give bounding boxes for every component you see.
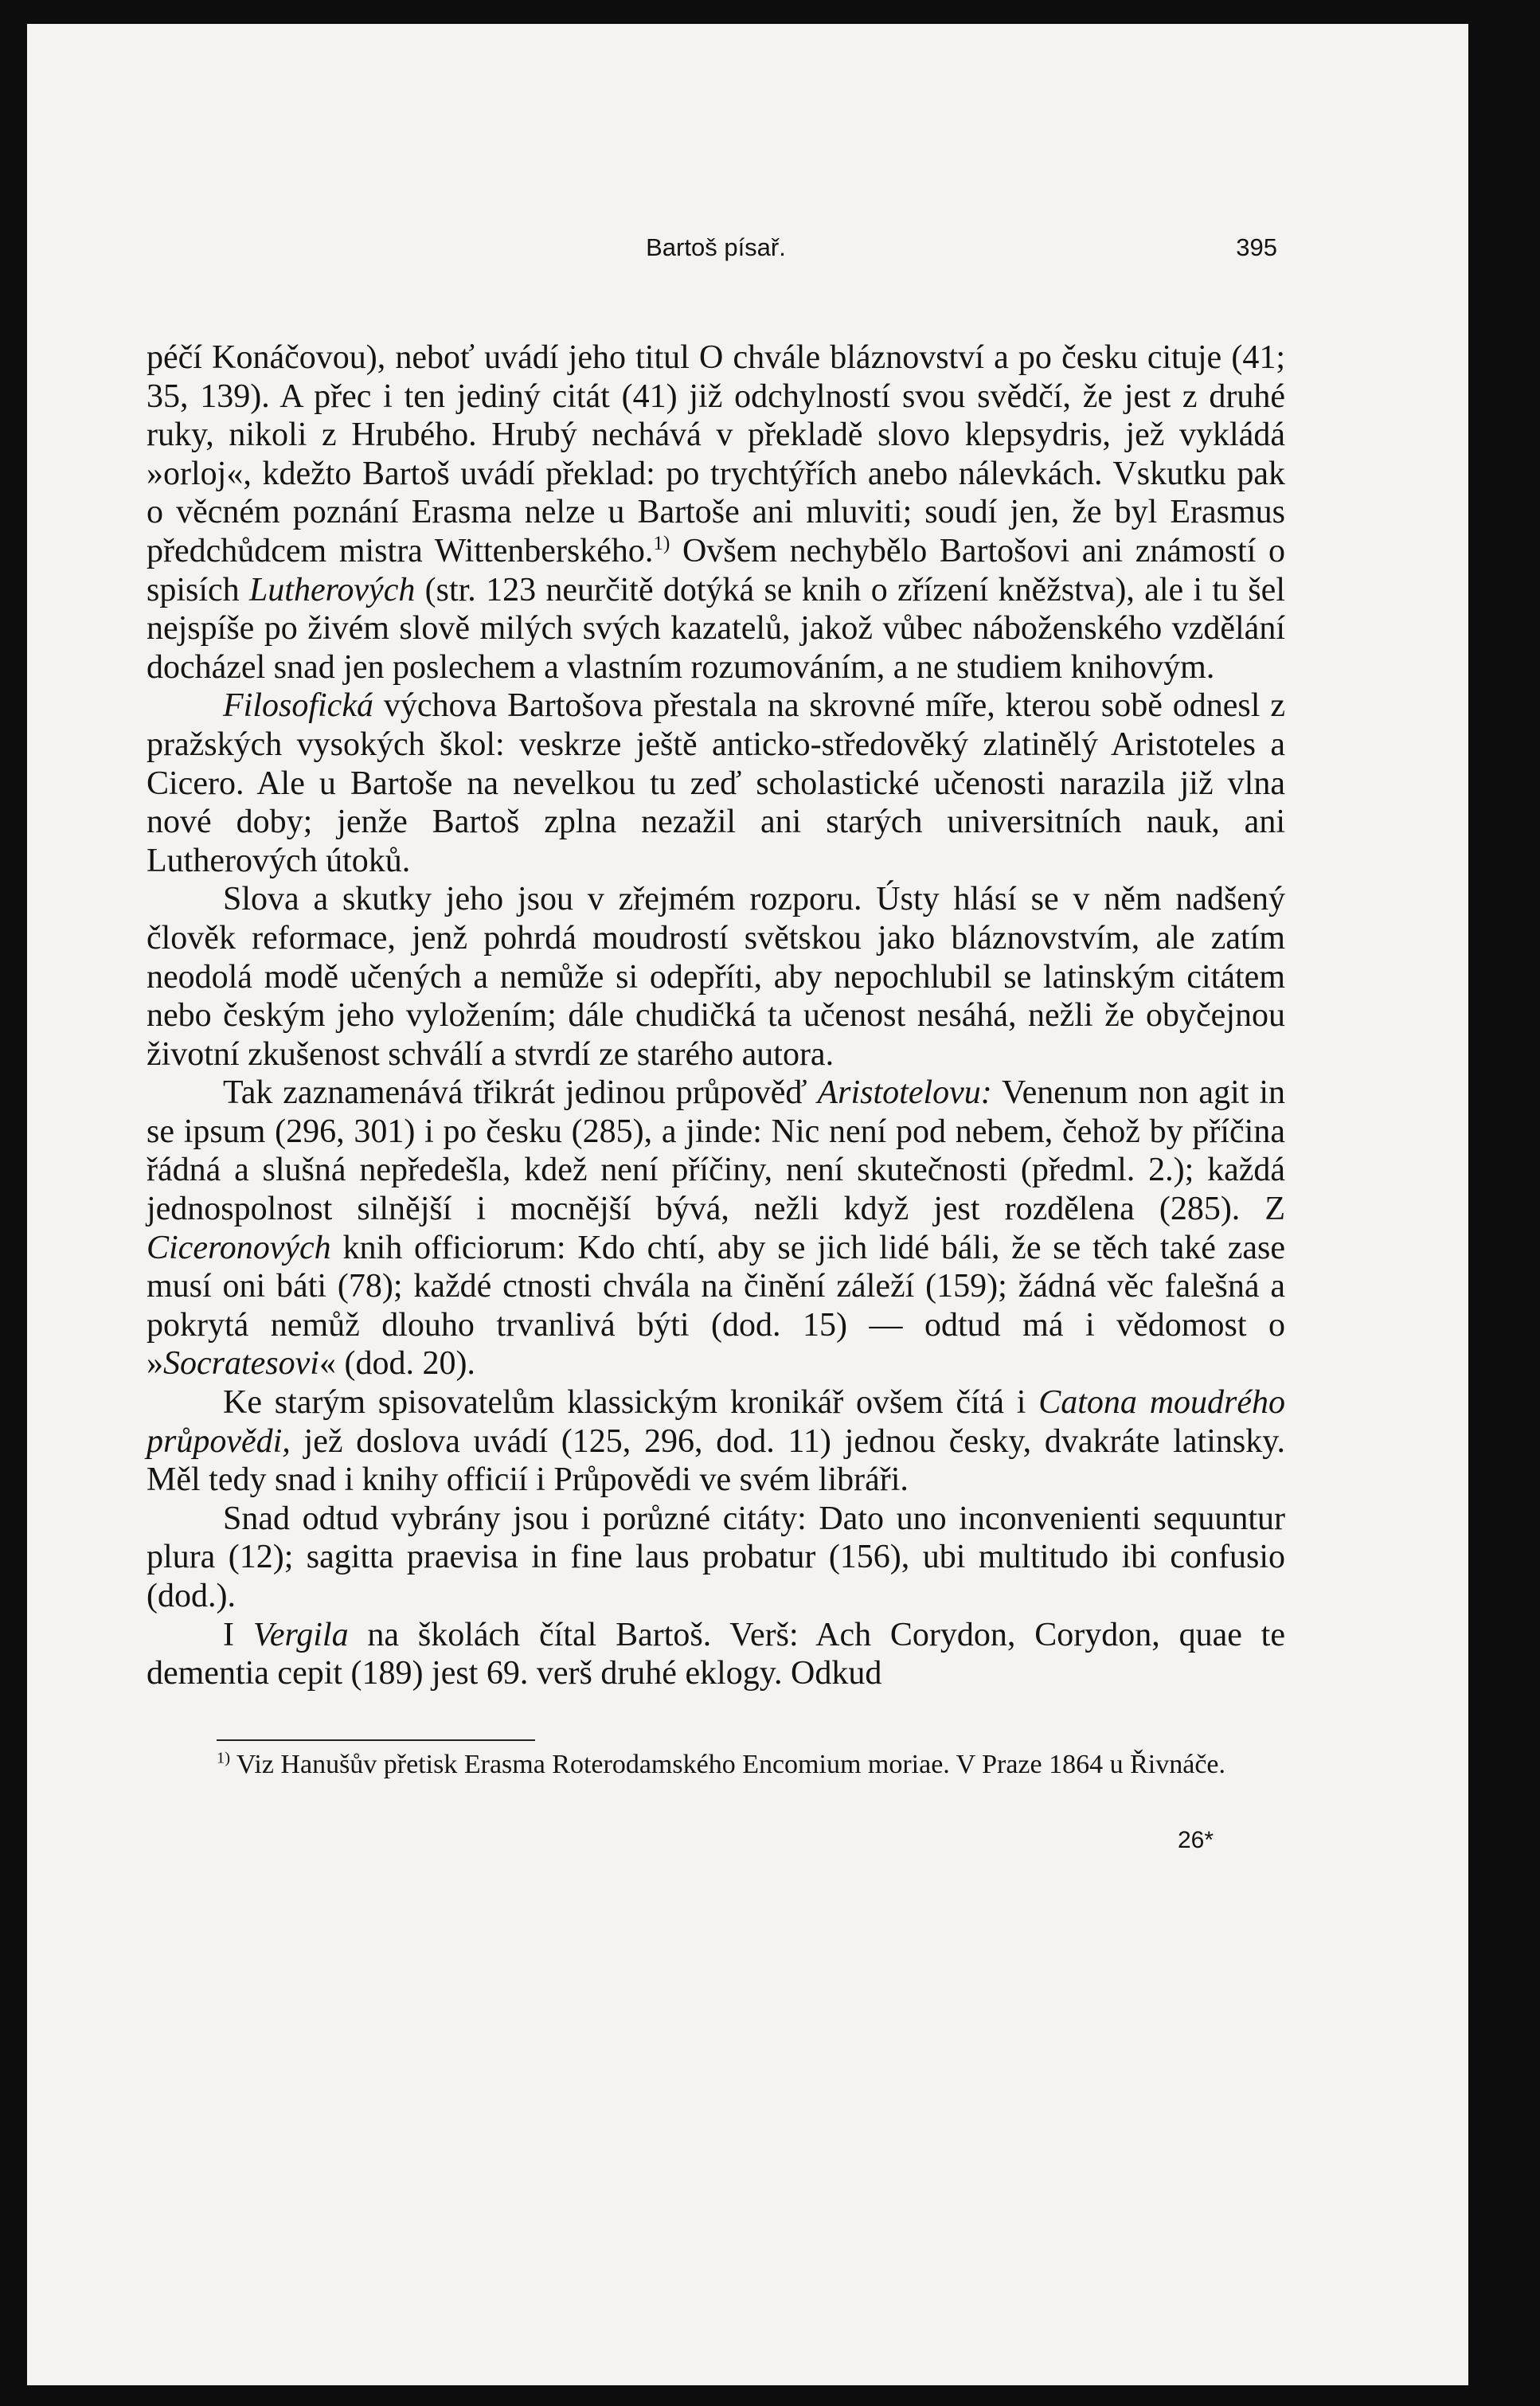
running-head: [147, 225, 1285, 273]
paragraph: [147, 1616, 1285, 1693]
italic-text: Socratesovi: [163, 1345, 319, 1383]
text-run: Venenum non agit in se ipsum (296, 301) i po česku (285), a jinde: Nic není pod nebem, čehož by příčina řádná a slušná nepředešla, kdež není příčiny, není skutečnosti (předml. 2.); každá jednospolnost silnější i mocnější bývá, nežli když jest rozdělena (285). Z: [147, 1074, 1285, 1228]
text-run: Tak zaznamenává třikrát jedinou průpověď: [223, 1074, 818, 1112]
text-run: na školách čítal Bartoš. Verš: Ach Corydon, Corydon, quae te dementia cepit (189) jest 69. verš druhé eklogy. Odkud: [147, 1616, 1285, 1692]
footnote-rule: [217, 1739, 535, 1741]
text-run: I: [223, 1616, 253, 1653]
paragraph: [147, 1500, 1285, 1616]
paragraph: [147, 338, 1285, 687]
paragraph: [147, 687, 1285, 880]
page-number: 395: [1236, 233, 1277, 261]
footnote-mark: 1): [217, 1749, 230, 1767]
footnote: [147, 1749, 1285, 1781]
paragraph: [147, 1383, 1285, 1500]
book-page: [27, 24, 1468, 2385]
italic-text: Aristotelovu:: [817, 1074, 992, 1112]
paragraph: [147, 1074, 1285, 1383]
italic-text: Catona moudrého průpovědi,: [147, 1384, 1286, 1460]
italic-text: Ciceronových: [147, 1229, 331, 1266]
footnote-text: Viz Hanušův přetisk Erasma Roterodamského Encomium moriae. V Praze 1864 u Řivnáče.: [230, 1749, 1226, 1779]
italic-text: Filosofická: [223, 687, 373, 725]
text-run: (str. 123 neurčitě dotýká se knih o zřízení kněžstva), ale i tu šel nejspíše po živém slově milých svých kazatelů, jakož vůbec náboženského vzdělání docházel snad jen poslechem a vlastním rozumováním, a ne studiem knihovým.: [147, 571, 1285, 686]
text-run: péčí Konáčovou), neboť uvádí jeho titul O chvále bláznovství a po česku cituje (41; 35, 139). A přec i ten jediný citát (41) již odchylností svou svědčí, že jest z druhé ruky, nikoli z Hrubého. Hrubý nechává v překladě slovo klepsydris, jež vykládá »orloj«, kdežto Bartoš uvádí překlad: po trychtýřích anebo nálevkách. Vskutku pak o věcném poznání Erasma nelze u Bartoše ani mluviti; soudí jen, že byl Erasmus předchůdcem mistra Wittenberského.: [147, 339, 1285, 569]
footnote-ref: 1): [653, 532, 670, 554]
text-run: jež doslova uvádí (125, 296, dod. 11) jednou česky, dvakráte latinsky. Měl tedy snad i knihy officií i Průpovědi ve svém libráři.: [147, 1422, 1285, 1499]
body-text: [147, 338, 1285, 1693]
running-title: Bartoš písař.: [646, 233, 786, 261]
text-run: Ke starým spisovatelům klassickým kronikář ovšem čítá i: [223, 1384, 1039, 1422]
text-run: Ovšem nechybělo Bartošovi ani známostí o spisích: [147, 532, 1285, 608]
italic-text: Lutherových: [248, 571, 416, 608]
text-run: Snad odtud vybrány jsou i porůzné citáty: Dato uno inconvenienti sequuntur plura (12); sagitta praevisa in fine laus probatur (156), ubi multitudo ibi confusio (dod.).: [147, 1500, 1285, 1614]
text-block: [147, 225, 1285, 1854]
text-run: knih officiorum: Kdo chtí, aby se jich lidé báli, že se těch také zase musí oni báti (78); každé ctnosti chvála na činění záleží (159); žádná věc falešná a pokrytá nemůž dlouho trvanlivá býti (dod. 15) — odtud má i vědomost o »: [147, 1229, 1285, 1383]
text-run: výchova Bartošova přestala na skrovné míře, kterou sobě odnesl z pražských vysokých škol: veskrze ještě anticko-středověký zlatinělý Aristoteles a Cicero. Ale u Bartoše na nevelkou tu zeď scholastické učenosti narazila již vlna nové doby; jenže Bartoš zplna nezažil ani starých universitních nauk, ani Lutherových útoků.: [147, 687, 1285, 879]
signature-mark: 26*: [1177, 1826, 1214, 1853]
paragraph: [147, 880, 1285, 1074]
text-run: « (dod. 20).: [319, 1345, 475, 1383]
text-run: Slova a skutky jeho jsou v zřejmém rozporu. Ústy hlásí se v něm nadšený člověk reformace, jenž pohrdá moudrostí světskou jako bláznovstvím, ale zatím neodolá modě učených a nemůže si odepříti, aby nepochlubil se latinským citátem nebo českým jeho vyložením; dále chudičká ta učenost nesáhá, nežli že obyčejnou životní zkušenost schválí a stvrdí ze starého autora.: [147, 881, 1285, 1073]
italic-text: Vergila: [252, 1616, 349, 1653]
